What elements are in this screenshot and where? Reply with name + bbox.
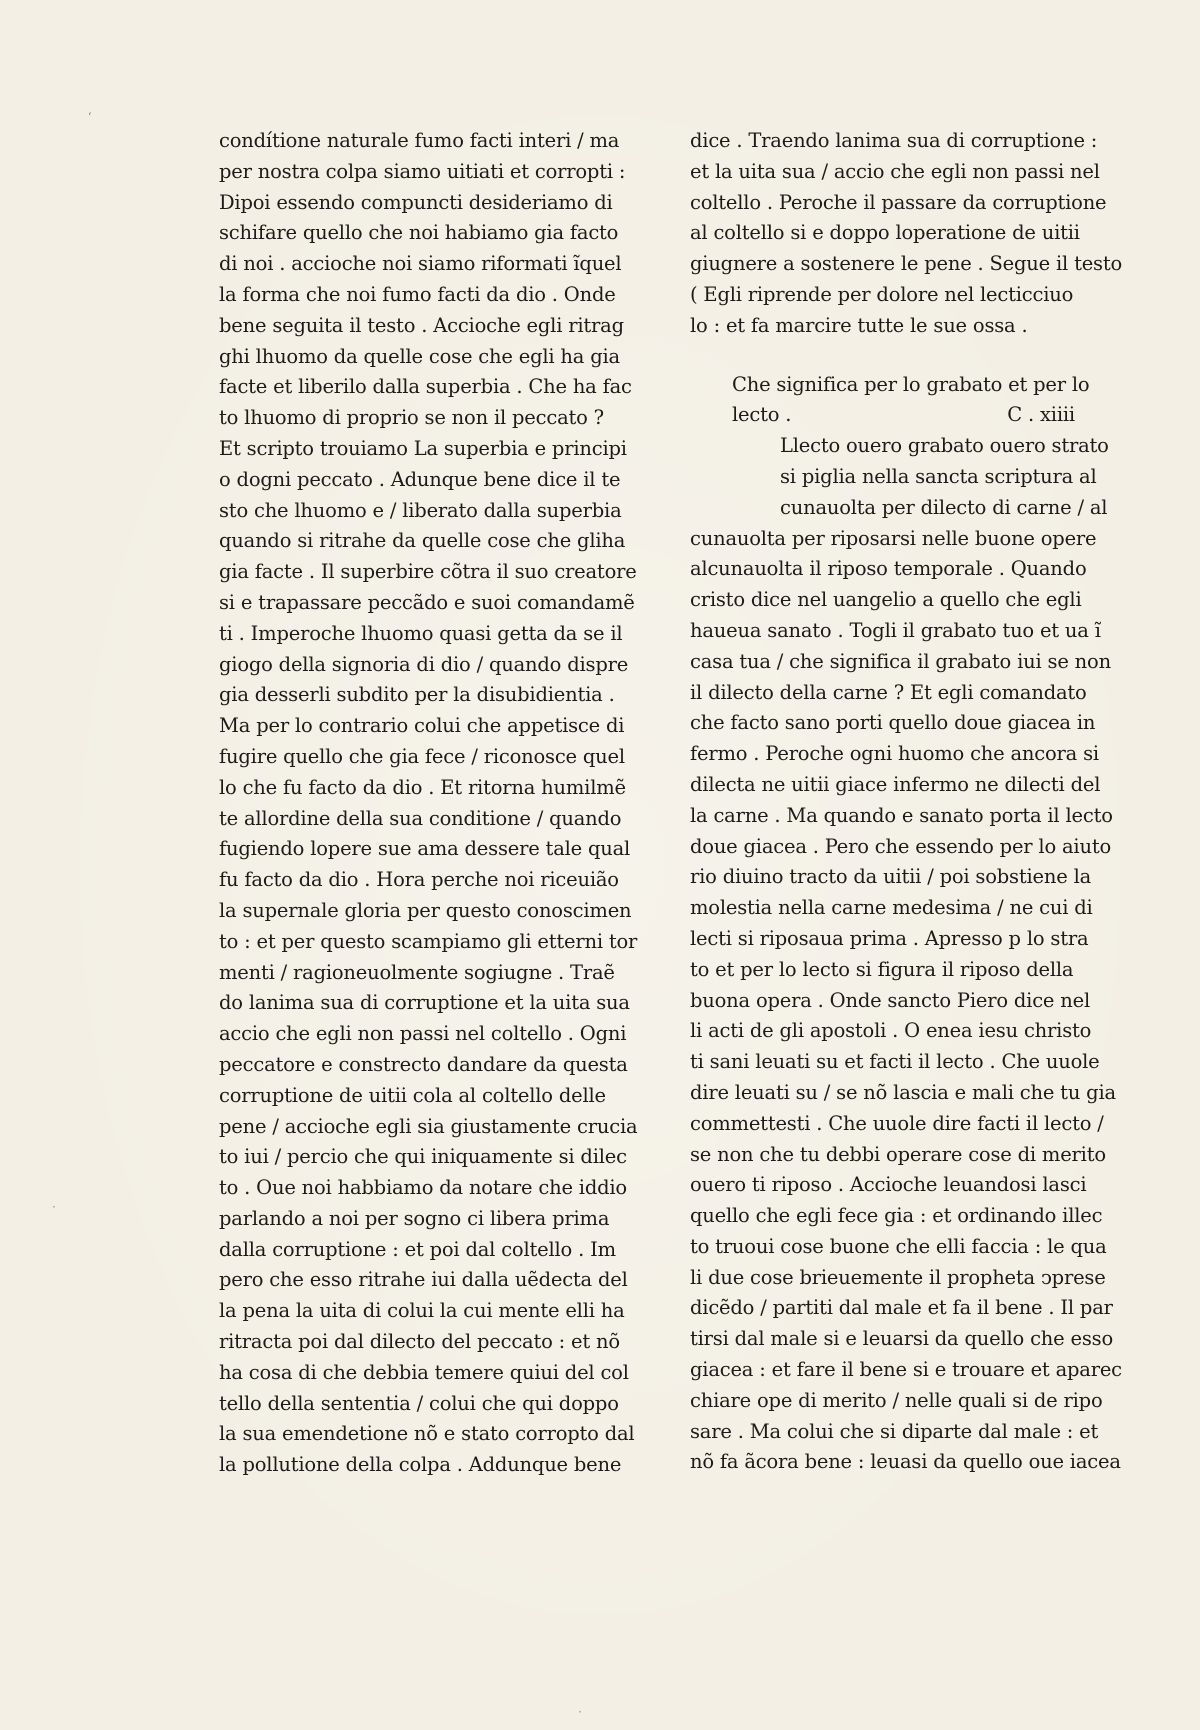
text-line: ti . Imperoche lhuomo quasi getta da se il xyxy=(219,621,623,645)
chapter-heading-end: lecto . xyxy=(732,403,792,427)
text-line: la pollutione della colpa . Addunque bene xyxy=(219,1453,622,1477)
text-line: chiare ope di merito / nelle quali si de ripo xyxy=(690,1388,1103,1412)
left-text-column xyxy=(219,126,649,1481)
text-line: do lanima sua di corruptione et la uita sua xyxy=(219,991,630,1015)
text-line: te allordine della sua conditione / quando xyxy=(219,806,622,830)
text-line: et la uita sua / accio che egli non passi nel xyxy=(690,159,1100,183)
text-line: dicẽdo / partiti dal male et fa il bene . Il par xyxy=(690,1296,1113,1320)
text-line: giacea : et fare il bene si e trouare et aparec xyxy=(690,1358,1122,1382)
text-line: di noi . accioche noi siamo riformati ĩquel xyxy=(219,252,622,276)
text-line: Et scripto trouiamo La superbia e principi xyxy=(219,436,627,460)
text-line: che facto sano porti quello doue giacea in xyxy=(690,711,1096,735)
text-line: la carne . Ma quando e sanato porta il lecto xyxy=(690,803,1113,827)
text-line: lo che fu facto da dio . Et ritorna humilmẽ xyxy=(219,775,626,799)
text-line: fugire quello che gia fece / riconosce quel xyxy=(219,744,625,768)
text-line: lo : et fa marcire tutte le sue ossa . xyxy=(690,313,1028,337)
paper-speck: ‘ xyxy=(88,110,92,124)
text-line: to : et per questo scampiamo gli etterni tor xyxy=(219,929,638,953)
text-line: haueua sanato . Togli il grabato tuo et ua ĩ xyxy=(690,618,1101,642)
text-line: lecti si riposaua prima . Apresso p lo stra xyxy=(690,926,1089,950)
text-line: ghi lhuomo da quelle cose che egli ha gia xyxy=(219,344,620,368)
text-line-indented: cunauolta per dilecto di carne / al xyxy=(780,495,1108,519)
text-line: dire leuati su / se nõ lascia e mali che tu gia xyxy=(690,1080,1116,1104)
text-line: corruptione de uitii cola al coltello delle xyxy=(219,1083,606,1107)
text-line: dilecta ne uitii giace infermo ne dilecti del xyxy=(690,772,1101,796)
text-line: Dipoi essendo compuncti desideriamo di xyxy=(219,190,613,214)
text-line: li due cose brieuemente il propheta ↄprese xyxy=(690,1265,1106,1289)
text-line: buona opera . Onde sancto Piero dice nel xyxy=(690,988,1090,1012)
text-line: to lhuomo di proprio se non il peccato ? xyxy=(219,406,604,430)
text-line: fu facto da dio . Hora perche noi riceuião xyxy=(219,868,619,892)
text-line: dice . Traendo lanima sua di corruptione : xyxy=(690,129,1098,152)
text-line-indented: Llecto ouero grabato ouero strato xyxy=(780,434,1109,458)
text-line: il dilecto della carne ? Et egli comandato xyxy=(690,680,1087,704)
text-line: menti / ragioneuolmente sogiugne . Traẽ xyxy=(219,960,615,984)
text-line: bene seguita il testo . Accioche egli ritrag xyxy=(219,313,624,337)
text-line: al coltello si e doppo loperatione de uitii xyxy=(690,221,1080,245)
text-line: gia desserli subdito per la disubidientia . xyxy=(219,683,615,707)
text-line: giugnere a sostenere le pene . Segue il testo xyxy=(690,252,1123,276)
text-line: to . Oue noi habbiamo da notare che iddio xyxy=(219,1176,627,1200)
text-line: doue giacea . Pero che essendo per lo aiuto xyxy=(690,834,1111,858)
text-line: to truoui cose buone che elli faccia : le qua xyxy=(690,1234,1107,1258)
text-line: se non che tu debbi operare cose di merito xyxy=(690,1142,1106,1166)
section-gap xyxy=(690,342,1130,370)
text-line: la supernale gloria per questo conoscimen xyxy=(219,898,632,922)
chapter-number: C . xiiii xyxy=(1007,403,1075,427)
text-line: per nostra colpa siamo uitiati et corropti : xyxy=(219,159,626,183)
text-line: cunauolta per riposarsi nelle buone opere xyxy=(690,526,1097,550)
text-line: parlando a noi per sogno ci libera prima xyxy=(219,1206,610,1230)
text-line: schifare quello che noi habiamo gia facto xyxy=(219,221,619,245)
text-line: fugiendo lopere sue ama dessere tale qual xyxy=(219,837,631,861)
chapter-heading-continued xyxy=(690,400,1130,431)
text-line: la pena la uita di colui la cui mente elli ha xyxy=(219,1299,625,1323)
text-line: la forma che noi fumo facti da dio . Onde xyxy=(219,282,616,306)
text-line: casa tua / che significa il grabato iui se non xyxy=(690,649,1111,673)
paper-speck: · xyxy=(52,1200,56,1214)
text-line-indented: si piglia nella sancta scriptura al xyxy=(780,464,1097,488)
text-line: giogo della signoria di dio / quando dispre xyxy=(219,652,629,676)
text-line: ti sani leuati su et facti il lecto . Che uuole xyxy=(690,1050,1100,1074)
text-line: rio diuino tracto da uitii / poi sobstiene la xyxy=(690,865,1092,889)
text-line: peccatore e constrecto dandare da questa xyxy=(219,1052,628,1076)
text-line: condítione naturale fumo facti interi / ma xyxy=(219,129,620,152)
text-line: ha cosa di che debbia temere quiui del col xyxy=(219,1360,629,1384)
text-line: tirsi dal male si e leuarsi da quello che esso xyxy=(690,1327,1113,1351)
text-line: facte et liberilo dalla superbia . Che ha fac xyxy=(219,375,632,399)
text-line: accio che egli non passi nel coltello . Ogni xyxy=(219,1022,627,1046)
text-line: coltello . Peroche il passare da corruptione xyxy=(690,190,1107,214)
text-line: sare . Ma colui che si diparte dal male : et xyxy=(690,1419,1099,1443)
text-line: sto che lhuomo e / liberato dalla superbia xyxy=(219,498,622,522)
text-line: alcunauolta il riposo temporale . Quando xyxy=(690,557,1087,581)
text-line: dalla corruptione : et poi dal coltello . Im xyxy=(219,1237,616,1261)
text-line: cristo dice nel uangelio a quello che egli xyxy=(690,588,1082,612)
text-line: la sua emendetione nõ e stato corropto dal xyxy=(219,1422,635,1446)
text-line: ouero ti riposo . Accioche leuandosi lasci xyxy=(690,1173,1087,1197)
text-line: to iui / percio che qui iniquamente si dilec xyxy=(219,1145,627,1169)
chapter-heading: Che significa per lo grabato et per lo xyxy=(732,372,1090,396)
text-line: o dogni peccato . Adunque bene dice il te xyxy=(219,467,621,491)
text-line: commettesti . Che uuole dire facti il lecto / xyxy=(690,1111,1104,1135)
text-line: Ma per lo contrario colui che appetisce di xyxy=(219,714,625,738)
text-line: molestia nella carne medesima / ne cui di xyxy=(690,896,1093,920)
text-line: pene / accioche egli sia giustamente crucia xyxy=(219,1114,638,1138)
text-line: to et per lo lecto si figura il riposo della xyxy=(690,957,1074,981)
text-line: pero che esso ritrahe iui dalla uẽdecta del xyxy=(219,1268,628,1292)
text-line: ritracta poi dal dilecto del peccato : et nõ xyxy=(219,1330,620,1354)
right-text-column xyxy=(690,126,1130,1478)
text-line: quello che egli fece gia : et ordinando illec xyxy=(690,1204,1103,1228)
text-line: tello della sententia / colui che qui doppo xyxy=(219,1391,619,1415)
text-line: nõ fa ãcora bene : leuasi da quello oue iacea xyxy=(690,1450,1121,1474)
text-line: fermo . Peroche ogni huomo che ancora si xyxy=(690,742,1099,766)
text-line: quando si ritrahe da quelle cose che gliha xyxy=(219,529,626,553)
paper-speck: · xyxy=(578,1705,582,1719)
text-line: li acti de gli apostoli . O enea iesu christo xyxy=(690,1019,1092,1043)
text-line: ( Egli riprende per dolore nel lecticciuo xyxy=(690,282,1074,306)
text-line: si e trapassare peccãdo e suoi comandamẽ xyxy=(219,590,635,614)
text-line: gia facte . Il superbire cõtra il suo creatore xyxy=(219,560,637,584)
